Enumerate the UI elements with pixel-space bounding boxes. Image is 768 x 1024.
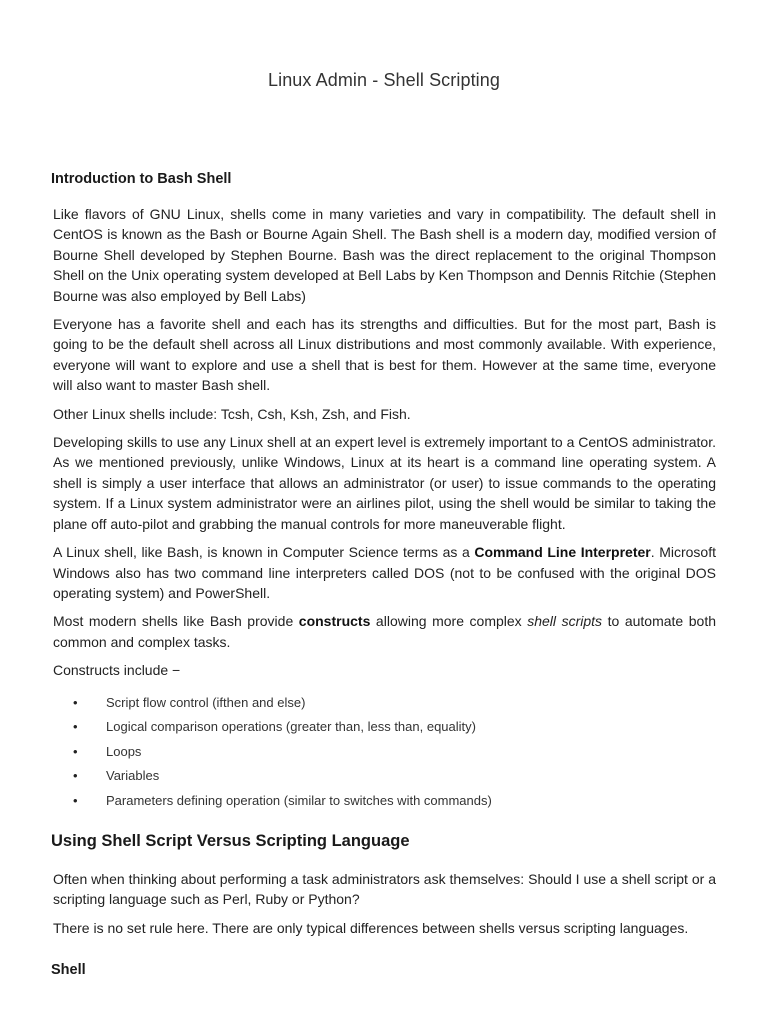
- text-run: allowing more complex: [370, 613, 528, 630]
- bullet-icon: •: [73, 768, 78, 784]
- text-run: . Microsoft Windows also has two command line interpreters called DOS (not to be confused with the original DOS operating system) and PowerShell.: [53, 544, 716, 601]
- paragraph: Often when thinking about performing a task administrators ask themselves: Should I use a shell script or a scripting language such as Perl, Ruby or Python?: [53, 871, 716, 908]
- paragraph: [53, 542, 716, 603]
- paragraph: Constructs include −: [53, 662, 181, 679]
- paragraph: Developing skills to use any Linux shell at an expert level is extremely important to a CentOS administrator. As we mentioned previously, unlike Windows, Linux at its heart is a command line operating system. A shell is simply a user interface that allows an administrator (or user) to issue commands to the operating system. If a Linux system administrator were an airlines pilot, using the shell would be similar to taking the plane off auto-pilot and grabbing the manual controls for more maneuverable flight.: [53, 434, 716, 532]
- italic-term: shell scripts: [527, 613, 603, 630]
- list-item-text: Logical comparison operations (greater than, less than, equality): [106, 719, 476, 735]
- list-item: [53, 691, 716, 716]
- paragraph: There is no set rule here. There are only typical differences between shells versus scripting languages.: [53, 919, 689, 936]
- list-item-text: Script flow control (ifthen and else): [106, 694, 306, 710]
- section-heading-intro: Introduction to Bash Shell: [51, 171, 232, 187]
- section-content: [53, 869, 716, 946]
- bold-term: constructs: [298, 613, 371, 630]
- intro-content: [53, 204, 716, 813]
- bold-term: Command Line Interpreter: [474, 544, 651, 561]
- list-item: [53, 764, 716, 789]
- bullet-icon: •: [73, 792, 78, 808]
- section-heading-shell-vs-scripting: Using Shell Script Versus Scripting Language: [51, 832, 410, 850]
- paragraph: Like flavors of GNU Linux, shells come in many varieties and vary in compatibility. The default shell in CentOS is known as the Bash or Bourne Again Shell. The Bash shell is a modern day, modified version of Bourne Shell developed by Stephen Bourne. Bash was the direct replacement to the original Thompson Shell on the Unix operating system developed at Bell Labs by Ken Thompson and Dennis Ritchie (Stephen Bourne was also employed by Bell Labs): [53, 206, 716, 304]
- text-run: to automate both common and complex tasks.: [53, 613, 717, 650]
- constructs-list: [53, 691, 716, 814]
- list-item: [53, 789, 716, 814]
- list-item-text: Parameters defining operation (similar to switches with commands): [106, 792, 492, 808]
- bullet-icon: •: [73, 719, 78, 735]
- list-item-text: Loops: [106, 743, 142, 759]
- text-run: Most modern shells like Bash provide: [53, 613, 299, 630]
- section-heading-shell: Shell: [51, 962, 86, 978]
- bullet-icon: •: [73, 743, 78, 759]
- page-title: Linux Admin - Shell Scripting: [267, 70, 500, 90]
- paragraph: Everyone has a favorite shell and each has its strengths and difficulties. But for the most part, Bash is going to be the default shell across all Linux distributions and most commonly available. With experience, everyone will want to explore and use a shell that is best for them. However at the same time, everyone will also want to master Bash shell.: [53, 316, 716, 394]
- list-item-text: Variables: [106, 768, 160, 784]
- list-item: [53, 740, 716, 765]
- text-run: A Linux shell, like Bash, is known in Computer Science terms as a: [53, 544, 475, 561]
- paragraph: [53, 611, 716, 652]
- paragraph: Other Linux shells include: Tcsh, Csh, Ksh, Zsh, and Fish.: [53, 405, 411, 422]
- list-item: [53, 715, 716, 740]
- bullet-icon: •: [73, 694, 78, 710]
